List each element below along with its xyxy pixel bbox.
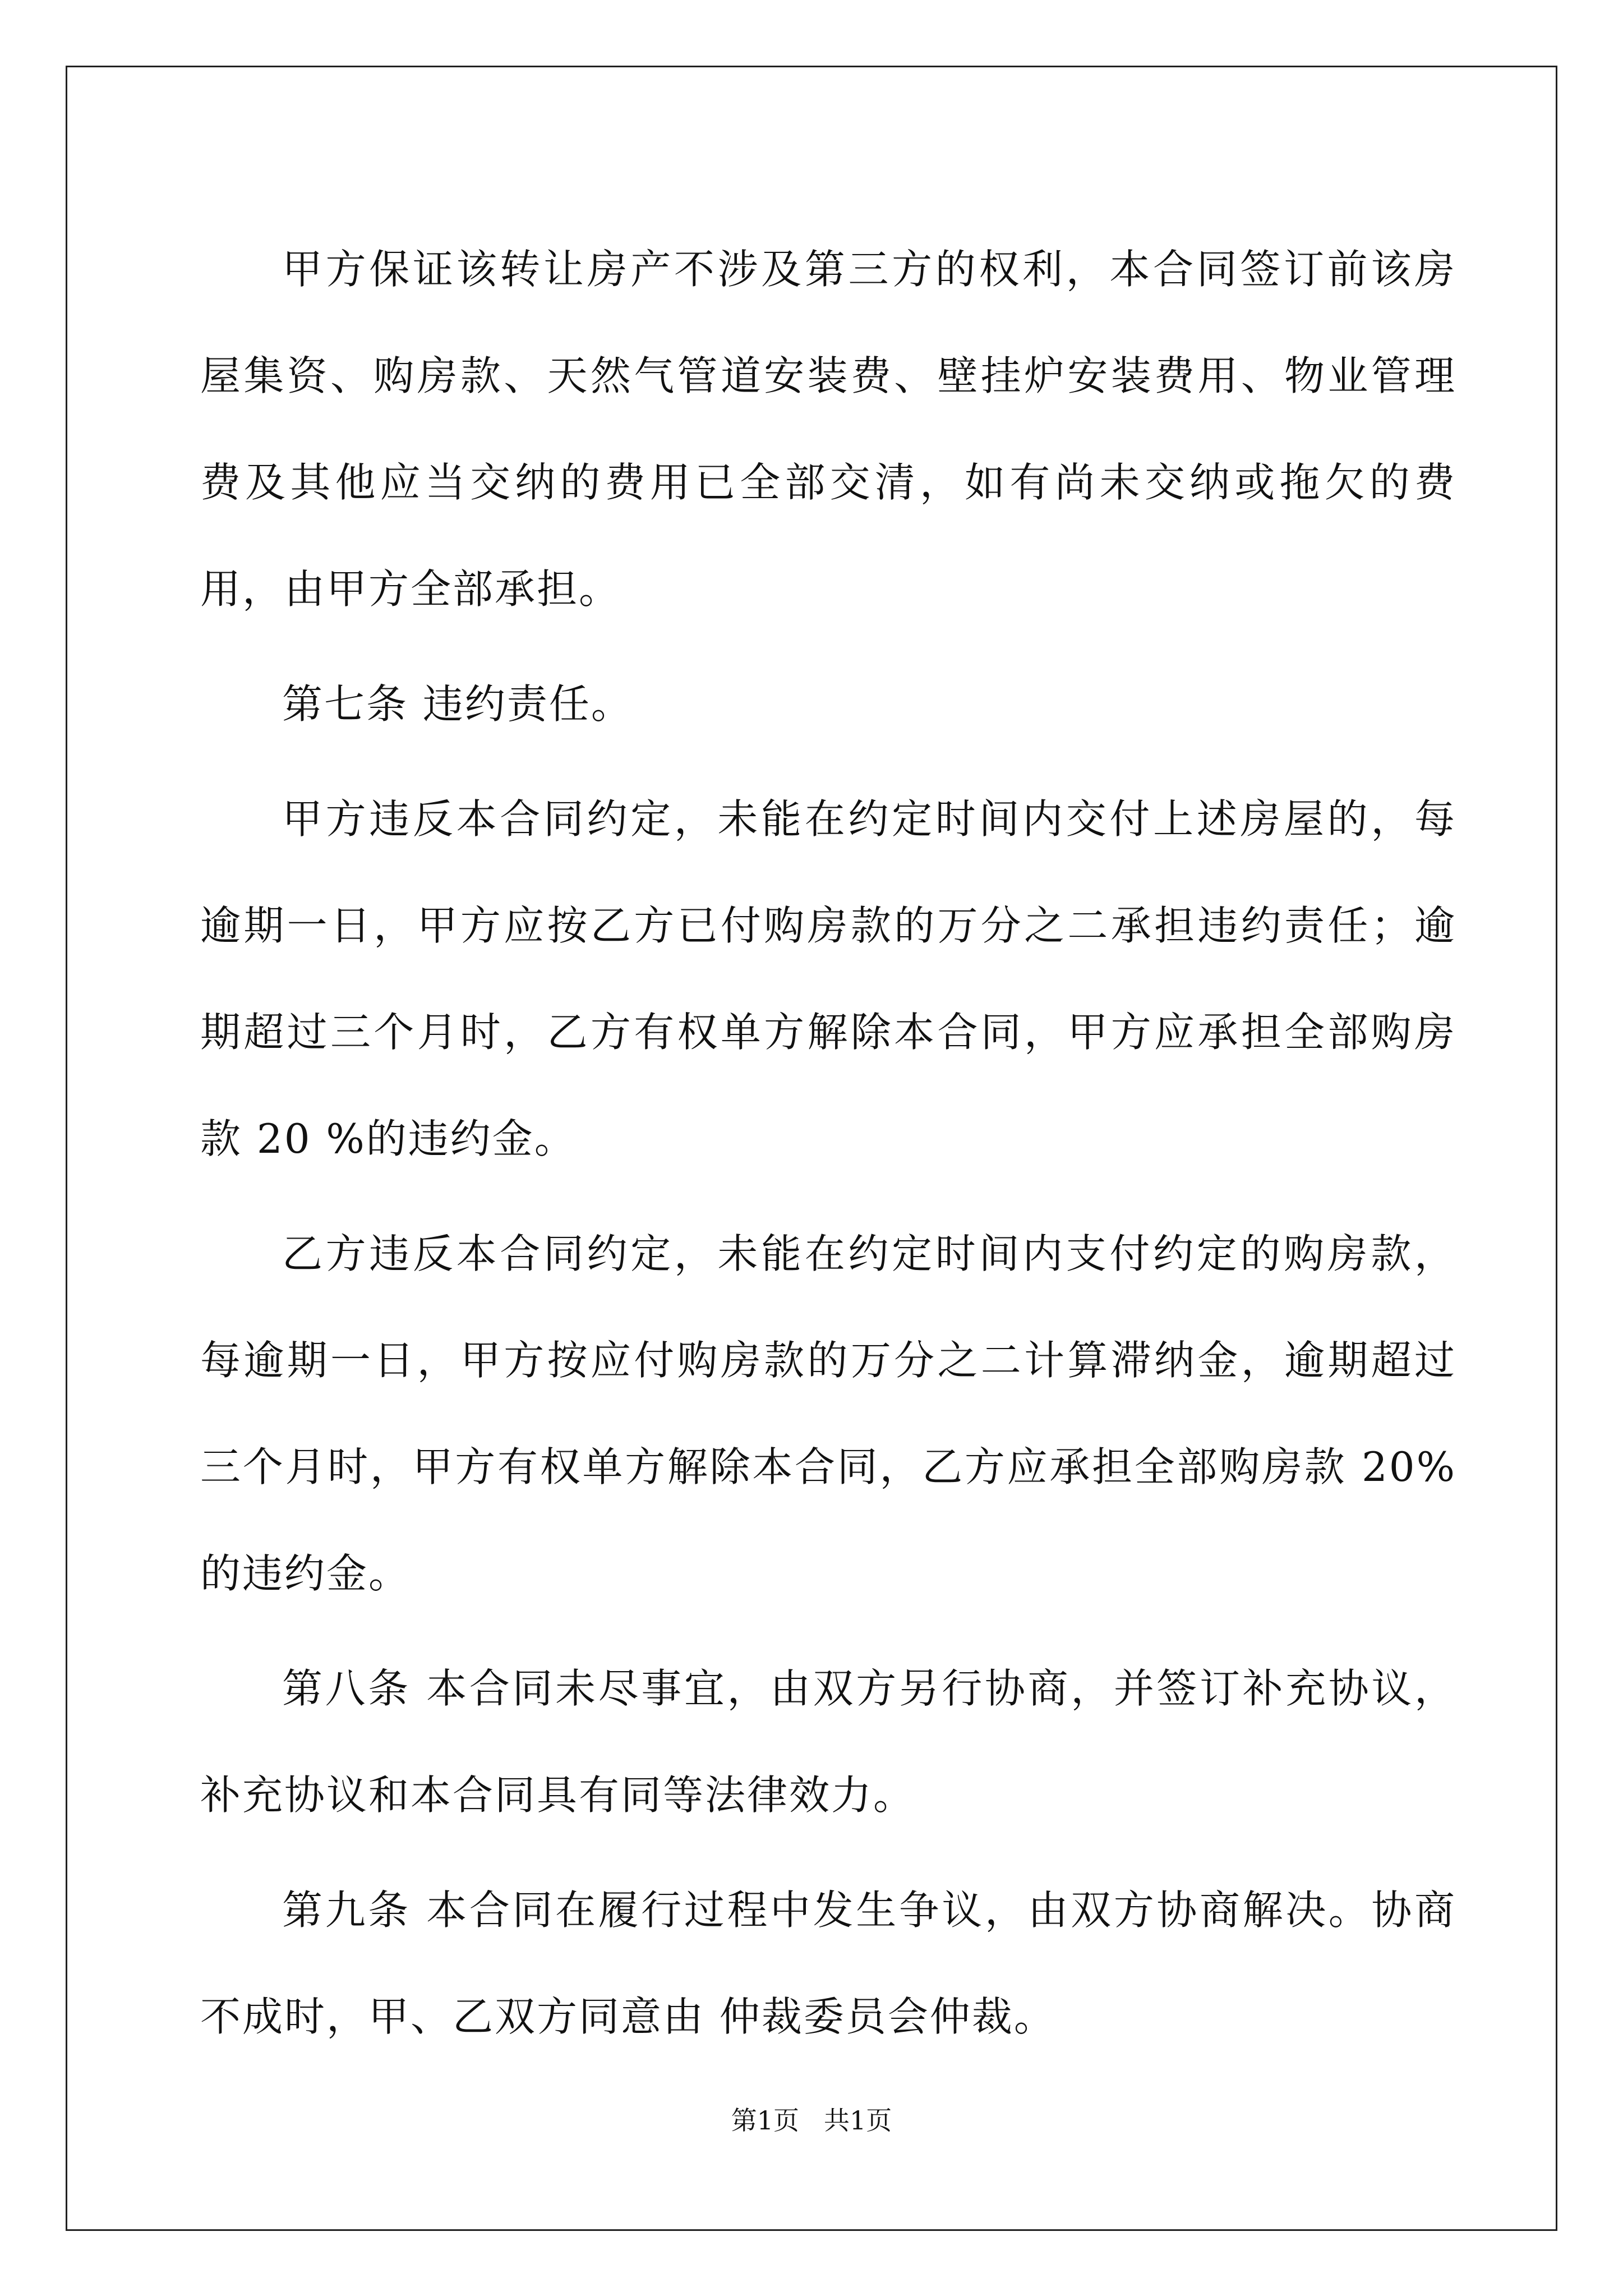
article-8: 第八条 本合同未尽事宜，由双方另行协商，并签订补充协议，补充协议和本合同具有同等法律效力。 [200,1665,1456,1819]
page-number: 第1页 [731,2105,800,2136]
paragraph-party-b-breach: 乙方违反本合同约定，未能在约定时间内支付约定的购房款，每逾期一日，甲方按应付购房款的万分之二计算滞纳金，逾期超过三个月时，甲方有权单方解除本合同，乙方应承担全部购房款 20%的违约金。 [200,1230,1456,1597]
paragraph-party-a-breach: 甲方违反本合同约定，未能在约定时间内交付上述房屋的，每逾期一日，甲方应按乙方已付购房款的万分之二承担违约责任；逾期超过三个月时，乙方有权单方解除本合同，甲方应承担全部购房款 20 %的违约金。 [200,795,1456,1162]
article-9: 第九条 本合同在履行过程中发生争议，由双方协商解决。协商不成时，甲、乙双方同意由 仲裁委员会仲裁。 [200,1887,1456,2040]
page-total: 共1页 [823,2105,892,2136]
page-footer [0,2104,1623,2137]
paragraph-guarantee: 甲方保证该转让房产不涉及第三方的权利，本合同签订前该房屋集资、购房款、天然气管道安装费、壁挂炉安装费用、物业管理费及其他应当交纳的费用已全部交清，如有尚未交纳或拖欠的费用，由甲方全部承担。 [200,246,1456,613]
document-body [200,216,1456,2078]
article-7-heading: 第七条 违约责任。 [282,680,633,728]
